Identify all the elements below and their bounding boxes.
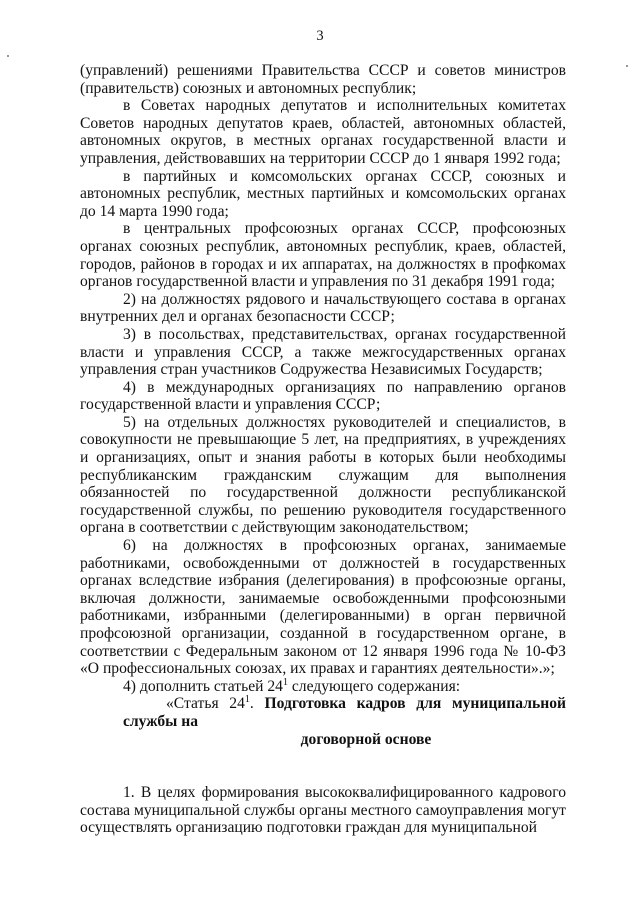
article-heading: «Статья $24^1$. Подготовка кадров для муниципальной службы на bbox=[123, 694, 567, 730]
amendment-line: 4) дополнить статьей $24^1$ следующего содержания: bbox=[123, 676, 461, 695]
paragraph: 4) в международных организациях по направлению органов государственной власти и управления СССР; bbox=[80, 378, 566, 414]
paragraph: 5) на отдельных должностях руководителей и специалистов, в совокупности не превышающие 5 лет, на предприятиях, в учреждениях и организациях, опыт и знания работы в которых были необходимы республиканским гражданским служащим для выполнения обязанностей по государственной должности республиканской государственной службы, по решению руководителя государственного органа в соответствии с действующим законодательством; bbox=[80, 413, 566, 537]
margin-mark-right bbox=[626, 65, 628, 67]
article-title-continued: договорной основе bbox=[300, 730, 432, 748]
superscript: 1 bbox=[282, 676, 288, 688]
article-title: Подготовка кадров для муниципальной службы на bbox=[123, 695, 567, 730]
paragraph: 2) на должностях рядового и начальствующего состава в органах внутренних дел и органах безопасности СССР; bbox=[80, 290, 566, 326]
paragraph: 1. В целях формирования высококвалифицированного кадрового состава муниципальной службы органы местного самоуправления могут осуществлять организацию подготовки граждан для муниципальной bbox=[80, 784, 566, 837]
paragraph: в центральных профсоюзных органах СССР, профсоюзных органах союзных республик, автономных республик, краев, областей, городов, районов в городах и их аппаратах, на должностях в профкомах органов государственной власти и управления по 31 декабря 1991 года; bbox=[80, 220, 566, 291]
margin-mark-top bbox=[7, 55, 9, 57]
body-text bbox=[80, 62, 566, 837]
paragraph: 3) в посольствах, представительствах, органах государственной власти и управления СССР, а также межгосударственных органах управления стран участников Содружества Независимых Государств; bbox=[80, 325, 566, 379]
paragraph: (управлений) решениями Правительства СССР и советов министров (правительств) союзных и автономных республик; bbox=[80, 62, 566, 97]
paragraph: в партийных и комсомольских органах СССР, союзных и автономных республик, местных партийных и комсомольских органах до 14 марта 1990 года; bbox=[80, 167, 566, 220]
paragraph: в Советах народных депутатов и исполнительных комитетах Советов народных депутатов краев, областей, автономных областей, автономных округов, в местных органах государственной власти и управления, действовавших на территории СССР до 1 января 1992 года; bbox=[80, 97, 566, 167]
page-number: 3 bbox=[316, 28, 324, 44]
paragraph: 6) на должностях в профсоюзных органах, занимаемые работниками, освобожденными от должностей в государственных органах вследствие избрания (делегирования) в профсоюзные органы, включая должности, занимаемые освобожденными профсоюзными работниками, избранными (делегированными) в орган первичной профсоюзной организации, созданной в государственном органе, в соответствии с Федеральным законом от 12 января 1996 года № 10-ФЗ «О профессиональных союзах, их правах и гарантиях деятельности».»; bbox=[80, 537, 566, 678]
superscript: 1 bbox=[244, 694, 250, 706]
